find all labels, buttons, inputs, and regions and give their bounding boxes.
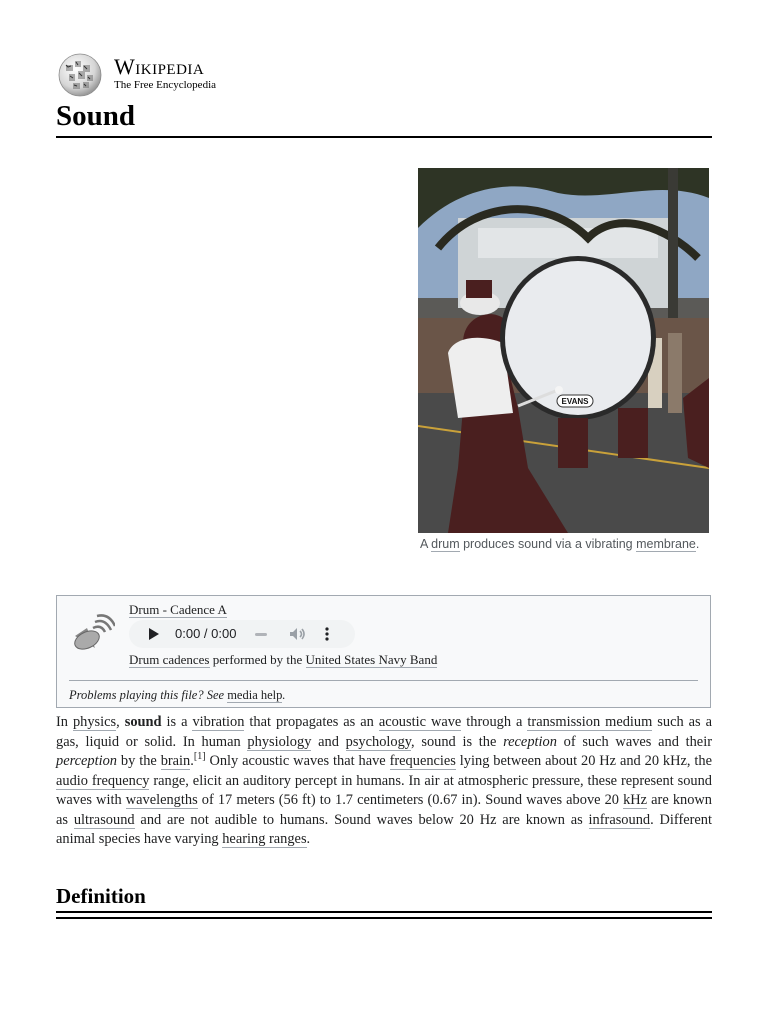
link-ultrasound[interactable]: ultrasound [73, 811, 135, 828]
media-divider [69, 680, 698, 681]
player-time: 0:00 / 0:00 [175, 626, 237, 641]
drum-brand-label: EVANS [561, 397, 589, 406]
link-infrasound[interactable]: infrasound [588, 811, 651, 828]
section-divider [56, 917, 712, 919]
wikipedia-globe-icon[interactable] [56, 53, 104, 97]
wordmark-text: Wikipedia [114, 54, 205, 79]
media-box [56, 595, 711, 708]
link-audio-frequency[interactable]: audio frequency [56, 772, 150, 789]
audio-player [129, 620, 355, 648]
seek-bar[interactable] [255, 633, 267, 636]
link-physics[interactable]: physics [72, 714, 117, 730]
link-media-help[interactable]: media help [227, 688, 283, 702]
section-divider [56, 911, 712, 913]
more-options-icon[interactable] [325, 627, 329, 641]
link-hearing-ranges[interactable]: hearing ranges [222, 831, 307, 847]
link-khz[interactable]: kHz [623, 792, 648, 808]
media-help-note: Problems playing this file? See media help. [69, 688, 286, 702]
wikipedia-wordmark[interactable] [114, 56, 216, 92]
section-heading-definition: Definition [56, 884, 146, 908]
figure-caption: A drum produces sound via a vibrating membrane. [420, 537, 700, 551]
reference-1[interactable]: [1] [193, 751, 206, 763]
link-physiology[interactable]: physiology [247, 733, 312, 750]
link-membrane[interactable]: membrane [636, 537, 696, 551]
link-drum-cadences[interactable]: Drum cadences [129, 652, 210, 667]
speaker-icon [71, 614, 115, 654]
link-psychology[interactable]: psychology [345, 733, 412, 750]
link-drum[interactable]: drum [431, 537, 460, 551]
link-acoustic-wave[interactable]: acoustic wave [378, 714, 462, 730]
media-description: Drum cadences performed by the United States Navy Band [129, 652, 438, 667]
link-frequencies[interactable]: frequencies [389, 753, 456, 769]
link-transmission-medium[interactable]: transmission medium [527, 714, 653, 730]
play-icon[interactable] [149, 628, 159, 640]
link-brain[interactable]: brain [160, 753, 191, 769]
link-navy-band[interactable]: United States Navy Band [305, 652, 438, 667]
page-title: Sound [56, 100, 136, 132]
infobox-figure [418, 168, 709, 553]
link-vibration[interactable]: vibration [192, 714, 245, 730]
drum-photo[interactable] [418, 168, 709, 533]
title-divider [56, 136, 712, 138]
intro-paragraph: In physics, sound is a vibration that propagates as an acoustic wave through a transmission medium such as a gas, liquid or solid. In human physiology and psychology, sound is the reception of such waves and their perception by the brain.[1] Only acoustic waves that have frequencies lying between about 20 Hz and 20 kHz, the audio frequency range, elicit an auditory percept in humans. In air at atmospheric pressure, these represent sound waves with wavelengths of 17 meters (56 ft) to 1.7 centimeters (0.67 in). Sound waves above 20 kHz are known as ultrasound and are not audible to humans. Sound waves below 20 Hz are known as infrasound. Different animal species have varying hearing ranges. [56, 714, 712, 847]
link-wavelengths[interactable]: wavelengths [125, 792, 198, 808]
volume-icon[interactable] [289, 627, 307, 641]
bold-sound: sound [124, 714, 162, 730]
tagline: The Free Encyclopedia [114, 79, 217, 91]
media-title-link[interactable]: Drum - Cadence A [129, 602, 227, 617]
